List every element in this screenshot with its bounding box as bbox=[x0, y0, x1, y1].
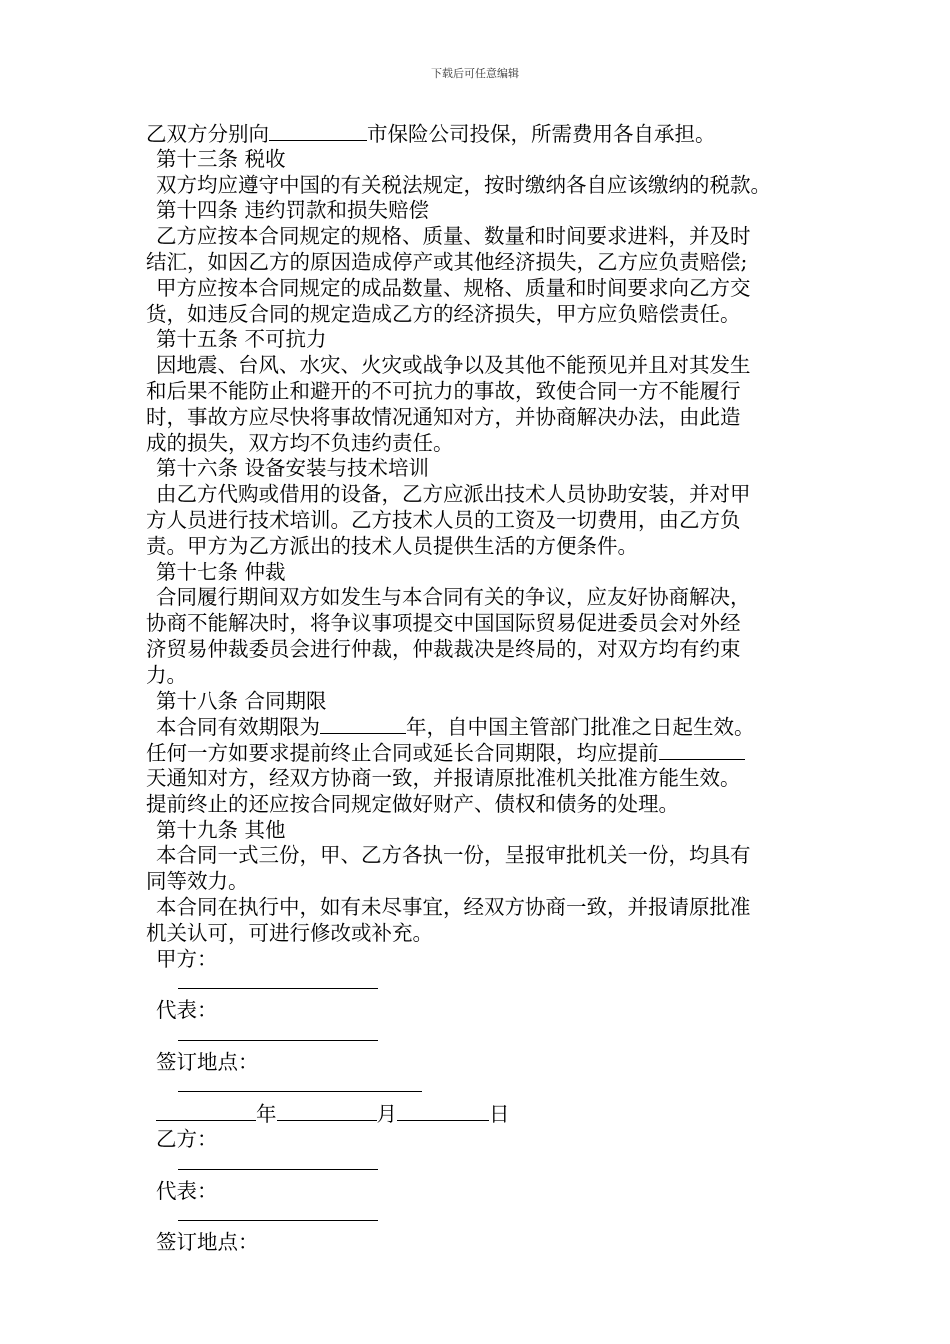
party-a-signature-line bbox=[146, 972, 826, 998]
article-17-text: 力。 bbox=[146, 662, 187, 687]
article-19-title: 第十九条 其他 bbox=[156, 817, 286, 842]
article-15-text: 和后果不能防止和避开的不可抗力的事故，致使合同一方不能履行 bbox=[146, 378, 741, 403]
article-19-text: 机关认可，可进行修改或补充。 bbox=[146, 920, 433, 945]
text: 月 bbox=[376, 1102, 397, 1127]
article-14-title: 第十四条 违约罚款和损失赔偿 bbox=[156, 198, 430, 223]
text: 任何一方如要求提前终止合同或延长合同期限，均应提前 bbox=[146, 741, 659, 766]
text: 本合同有效期限为 bbox=[156, 715, 320, 740]
article-16-text: 责。甲方为乙方派出的技术人员提供生活的方便条件。 bbox=[146, 533, 638, 558]
article-17-text: 协商不能解决时，将争议事项提交中国国际贸易促进委员会对外经 bbox=[146, 611, 741, 636]
page-header: 下载后可任意编辑 bbox=[431, 67, 519, 80]
article-17-text: 济贸易仲裁委员会进行仲裁，仲裁裁决是终局的，对双方均有约束 bbox=[146, 636, 741, 661]
party-b-signature-line bbox=[146, 1153, 826, 1179]
article-18-text: 提前终止的还应按合同规定做好财产、债权和债务的处理。 bbox=[146, 791, 679, 816]
party-b-representative-line bbox=[146, 1204, 826, 1230]
party-a-representative-label: 代表： bbox=[156, 998, 218, 1023]
article-18-title: 第十八条 合同期限 bbox=[156, 688, 327, 713]
party-b-place-label: 签订地点： bbox=[156, 1230, 259, 1255]
article-19-text: 本合同一式三份，甲、乙方各执一份，呈报审批机关一份，均具有 bbox=[156, 843, 751, 868]
contract-body bbox=[146, 121, 826, 1256]
party-b-label: 乙方： bbox=[156, 1127, 218, 1152]
notice-days-blank bbox=[659, 740, 745, 760]
article-19-text: 同等效力。 bbox=[146, 869, 249, 894]
article-13-title: 第十三条 税收 bbox=[156, 146, 286, 171]
article-18-text: 天通知对方，经双方协商一致，并报请原批准机关批准方能生效。 bbox=[146, 765, 741, 790]
insurance-city-blank bbox=[269, 121, 367, 141]
text: 年，自中国主管部门批准之日起生效。 bbox=[406, 715, 755, 740]
year-blank bbox=[156, 1101, 256, 1121]
month-blank bbox=[277, 1101, 377, 1121]
day-blank bbox=[397, 1101, 489, 1121]
article-16-text: 方人员进行技术培训。乙方技术人员的工资及一切费用，由乙方负 bbox=[146, 507, 741, 532]
text: 年 bbox=[256, 1102, 277, 1127]
article-18-text bbox=[146, 740, 826, 766]
article-16-text: 由乙方代购或借用的设备，乙方应派出技术人员协助安装，并对甲 bbox=[156, 482, 751, 507]
party-b-representative-label: 代表： bbox=[156, 1178, 218, 1203]
signing-date bbox=[146, 1101, 826, 1127]
article-19-text: 本合同在执行中，如有未尽事宜，经双方协商一致，并报请原批准 bbox=[156, 894, 751, 919]
text: 日 bbox=[489, 1102, 510, 1127]
article-14-text: 结汇，如因乙方的原因造成停产或其他经济损失，乙方应负责赔偿; bbox=[146, 249, 748, 274]
term-years-blank bbox=[320, 714, 406, 734]
article-15-text: 因地震、台风、水灾、火灾或战争以及其他不能预见并且对其发生 bbox=[156, 353, 751, 378]
article-18-text bbox=[146, 714, 826, 740]
article-13-text: 双方均应遵守中国的有关税法规定，按时缴纳各自应该缴纳的税款。 bbox=[156, 172, 771, 197]
article-15-text: 时，事故方应尽快将事故情况通知对方，并协商解决办法，由此造 bbox=[146, 404, 741, 429]
party-a-place-label: 签订地点： bbox=[156, 1049, 259, 1074]
party-a-place-line bbox=[146, 1075, 826, 1101]
article-14-text: 货，如违反合同的规定造成乙方的经济损失，甲方应负赔偿责任。 bbox=[146, 301, 741, 326]
article-16-title: 第十六条 设备安装与技术培训 bbox=[156, 456, 430, 481]
article-15-title: 第十五条 不可抗力 bbox=[156, 327, 327, 352]
article-14-text: 乙方应按本合同规定的规格、质量、数量和时间要求进料，并及时 bbox=[156, 224, 751, 249]
text: 乙双方分别向 bbox=[146, 122, 269, 146]
article-17-title: 第十七条 仲裁 bbox=[156, 559, 286, 584]
party-a-representative-line bbox=[146, 1024, 826, 1050]
text: 市保险公司投保，所需费用各自承担。 bbox=[367, 122, 716, 146]
paragraph-insurance bbox=[146, 121, 826, 147]
article-17-text: 合同履行期间双方如发生与本合同有关的争议，应友好协商解决， bbox=[156, 585, 751, 610]
article-14-text: 甲方应按本合同规定的成品数量、规格、质量和时间要求向乙方交 bbox=[156, 275, 751, 300]
party-a-label: 甲方： bbox=[156, 946, 218, 971]
article-15-text: 成的损失，双方均不负违约责任。 bbox=[146, 430, 454, 455]
